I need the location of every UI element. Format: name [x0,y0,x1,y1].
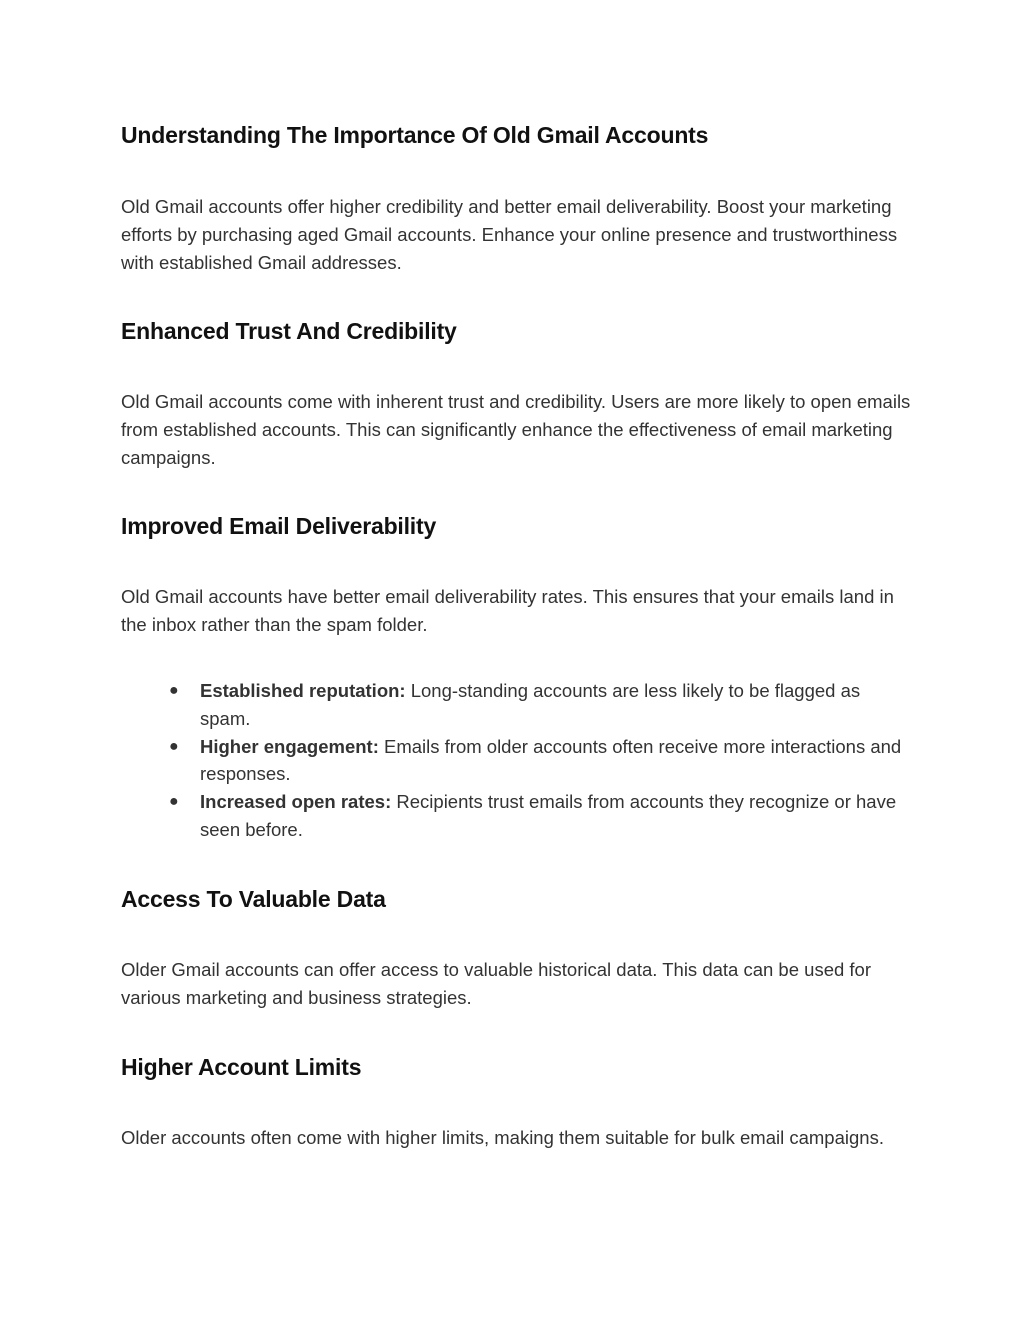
section-deliverability [121,511,911,541]
section-paragraph: Old Gmail accounts offer higher credibility and better email deliverability. Boost your marketing efforts by purchasing aged Gmail accounts. Enhance your online presence and trustworthiness with established Gmail addresses. [121,196,898,273]
list-item [121,733,911,789]
section-importance [121,120,911,150]
list-item-term: Established reputation: [200,680,406,701]
list-item-text: Recipients trust emails from accounts they recognize or have seen before. [200,791,897,840]
list-item [121,788,911,844]
section-paragraph: Older accounts often come with higher limits, making them suitable for bulk email campaigns. [121,1127,884,1148]
section-data-body [121,956,911,1012]
section-trust-body [121,388,911,471]
section-paragraph: Older Gmail accounts can offer access to valuable historical data. This data can be used for various marketing and business strategies. [121,959,871,1008]
section-importance-body [121,193,911,276]
section-heading: Access To Valuable Data [121,886,386,912]
section-deliverability-body [121,583,911,639]
section-paragraph: Old Gmail accounts have better email deliverability rates. This ensures that your emails land in the inbox rather than the spam folder. [121,586,894,635]
bullet-icon: ● [169,682,179,699]
list-item-term: Higher engagement: [200,735,379,757]
section-heading: Improved Email Deliverability [121,513,437,539]
bullet-icon: ● [169,737,179,755]
list-item-text: Long-standing accounts are less likely to be flagged as spam. [200,680,861,729]
section-paragraph: Old Gmail accounts come with inherent trust and credibility. Users are more likely to open emails from established accounts. This can significantly enhance the effectiveness of email marketing campaigns. [121,391,911,468]
section-trust [121,316,911,346]
benefits-list [121,677,911,844]
list-item-text: Emails from older accounts often receive more interactions and responses. [200,735,902,785]
list-item [121,677,911,733]
section-heading: Understanding The Importance Of Old Gmail Accounts [121,122,709,148]
bullet-icon: ● [169,793,179,811]
section-data [121,884,911,914]
section-heading: Enhanced Trust And Credibility [121,318,457,344]
section-heading: Higher Account Limits [121,1054,362,1080]
section-limits-body [121,1124,911,1152]
list-item-term: Increased open rates: [200,791,392,813]
section-limits [121,1052,911,1082]
